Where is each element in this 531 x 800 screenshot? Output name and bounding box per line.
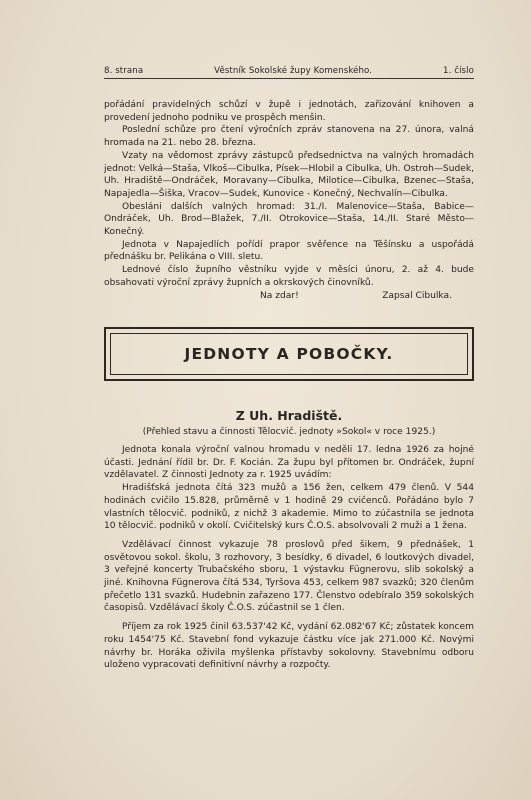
page-number: 8. strana: [104, 66, 144, 76]
running-header: [104, 66, 474, 79]
section-title: Z Uh. Hradiště.: [235, 408, 343, 423]
intro-paragraph: Jednota v Napajedlích pořídí prapor svěřence na Těšínsku a uspořádá přednášku br. Pelikána o VIII. sletu.: [104, 239, 474, 263]
banner-inner-frame: [110, 333, 468, 375]
section-paragraph: Hradišťská jednota čítá 323 mužů a 156 žen, celkem 479 členů. V 544 hodinách cvičilo 15.828, průměrně v 1 hodině 29 cvičenců. Pořádáno bylo 7 vlastních tělocvič. podniků, z nichž 3 akademie. Mimo to zúčastnila se jednota 10 tělocvič. podniků v okolí. Cvičitelský kurs Č.O.S. absolvovali 2 muži a 1 žena.: [104, 483, 474, 532]
section-banner: [104, 327, 474, 381]
intro-paragraph: Poslední schůze pro čtení výročních zpráv stanovena na 27. února, valná hromada na 21. nebo 28. března.: [104, 125, 474, 149]
signoff: [104, 290, 474, 303]
section-text: [104, 444, 474, 672]
banner-title: JEDNOTY A POBOČKY.: [184, 345, 394, 363]
section-paragraph: Vzdělávací činnost vykazuje 78 proslovů před šikem, 9 přednášek, 1 osvětovou sokol. školu, 3 rozhovory, 3 besídky, 6 divadel, 6 loutkových divadel, 3 veřejné koncerty Trubačského sboru, 1 výstavku Fügnerovu, slib sokolský a jiné. Knihovna Fügnerova čítá 534, Tyršova 453, celkem 987 svazků; 320 členům přečetlo 131 svazků. Hudebnin zařazeno 177. Členstvo odebíralo 359 sokolských časopisů. Vzdělávací školy Č.O.S. zúčastnil se 1 člen.: [104, 539, 474, 614]
section-paragraph: Jednota konala výroční valnou hromadu v neděli 17. ledna 1926 za hojné účasti. Jednání řídil br. Dr. F. Kocián. Za župu byl přítomen br. Ondráček, župní vzdělavatel. Z činnosti Jednoty za r. 1925 uvádím:: [104, 445, 474, 481]
signoff-signature: Zapsal Cibulka.: [382, 290, 452, 301]
intro-paragraph: Lednové číslo župního věstníku vyjde v měsíci únoru, 2. až 4. bude obsahovati výroční zprávy župních a okrskových činovníků.: [104, 265, 474, 288]
publication-title: Věstník Sokolské župy Komenského.: [214, 66, 373, 76]
section-paragraph: Příjem za rok 1925 činil 63.537'42 Kč, vydání 62.082'67 Kč; zůstatek koncem roku 1454'75 Kč. Stavební fond vykazuje částku více jak 271.000 Kč. Novými návrhy br. Horáka oživila myšlenka přístavby sokolovny. Stavebnímu odboru uloženo vypracovati definitivní návrhy a rozpočty.: [104, 622, 474, 671]
intro-paragraph: Vzaty na vědomost zprávy zástupců předsednictva na valných hromadách jednot: Velká—Staša, Vlkoš—Cibulka, Písek—Hlobil a Cibulka, Uh. Ostroh—Sudek, Uh. Hradiště—Ondráček, Moravany—Cibulka, Milotice—Cibulka, Bzenec—Staša, Napajedla—Šiška, Vracov—Sudek, Kunovice - Konečný, Nechvalín—Cibulka.: [104, 150, 474, 199]
section-subtitle: (Přehled stavu a činnosti Tělocvič. jednoty »Sokol« v roce 1925.): [142, 427, 436, 437]
intro-paragraph: pořádání pravidelných schůzí v župě i jednotách, zařizování knihoven a provedení jednoho podniku ve prospěch menšin.: [104, 100, 474, 123]
issue-number: 1. číslo: [443, 66, 474, 76]
signoff-greeting: Na zdar!: [260, 290, 299, 301]
intro-text: [104, 99, 474, 302]
intro-paragraph: Obesláni dalších valných hromad: 31./I. Malenovice—Staša, Babice—Ondráček, Uh. Brod—Blažek, 7./II. Otrokovice—Staša, 14./II. Staré Město—Konečný.: [104, 201, 474, 238]
